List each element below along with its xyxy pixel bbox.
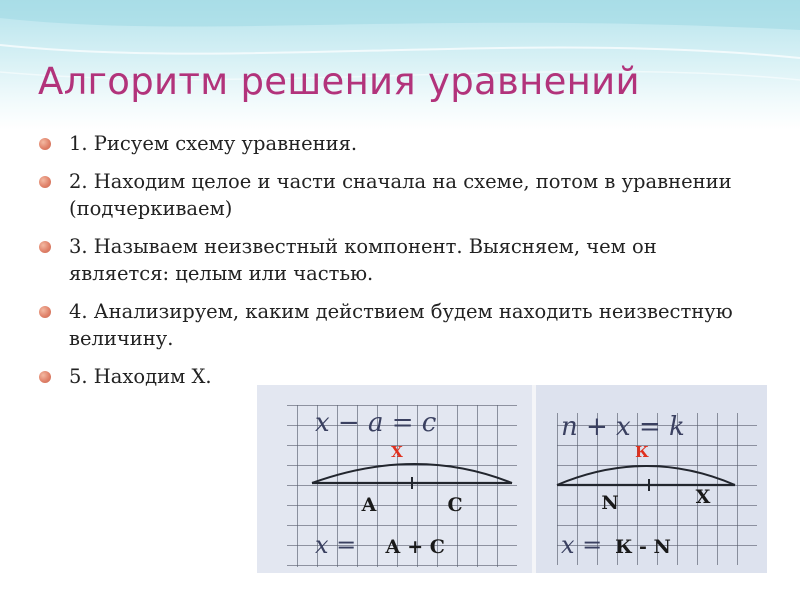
left-part1-label: А — [361, 494, 377, 516]
step-text: 5. Находим Х. — [69, 365, 212, 388]
list-item — [36, 233, 756, 287]
bullet-icon — [39, 176, 51, 188]
step-text: 4. Анализируем, каким действием будем находить неизвестную величину. — [69, 300, 733, 350]
bullet-icon — [39, 241, 51, 253]
bullet-icon — [39, 306, 51, 318]
list-item — [36, 168, 756, 222]
equation-schemes-photo — [257, 385, 767, 573]
right-part2-label: Х — [695, 486, 711, 508]
right-answer-prefix: x = — [561, 531, 603, 559]
right-whole-label: К — [635, 443, 649, 461]
bullet-icon — [39, 138, 51, 150]
algorithm-steps-list — [36, 130, 756, 401]
step-text: 1. Рисуем схему уравнения. — [69, 132, 358, 155]
list-item — [36, 130, 756, 157]
left-equation: x − a = c — [315, 408, 437, 438]
right-answer: К - N — [615, 536, 671, 558]
left-answer: А + С — [385, 536, 445, 558]
list-item — [36, 298, 756, 352]
right-part1-label: N — [601, 492, 619, 514]
bullet-icon — [39, 371, 51, 383]
left-part2-label: С — [447, 494, 463, 516]
step-text: 2. Находим целое и части сначала на схеме, потом в уравнении (подчеркиваем) — [69, 170, 732, 220]
right-equation: n + x = k — [561, 412, 685, 442]
left-answer-prefix: x = — [315, 531, 357, 559]
step-text: 3. Называем неизвестный компонент. Выясняем, чем он является: целым или частью. — [69, 235, 657, 285]
slide-title: Алгоритм решения уравнений — [38, 60, 640, 103]
left-whole-label: Х — [391, 443, 403, 461]
